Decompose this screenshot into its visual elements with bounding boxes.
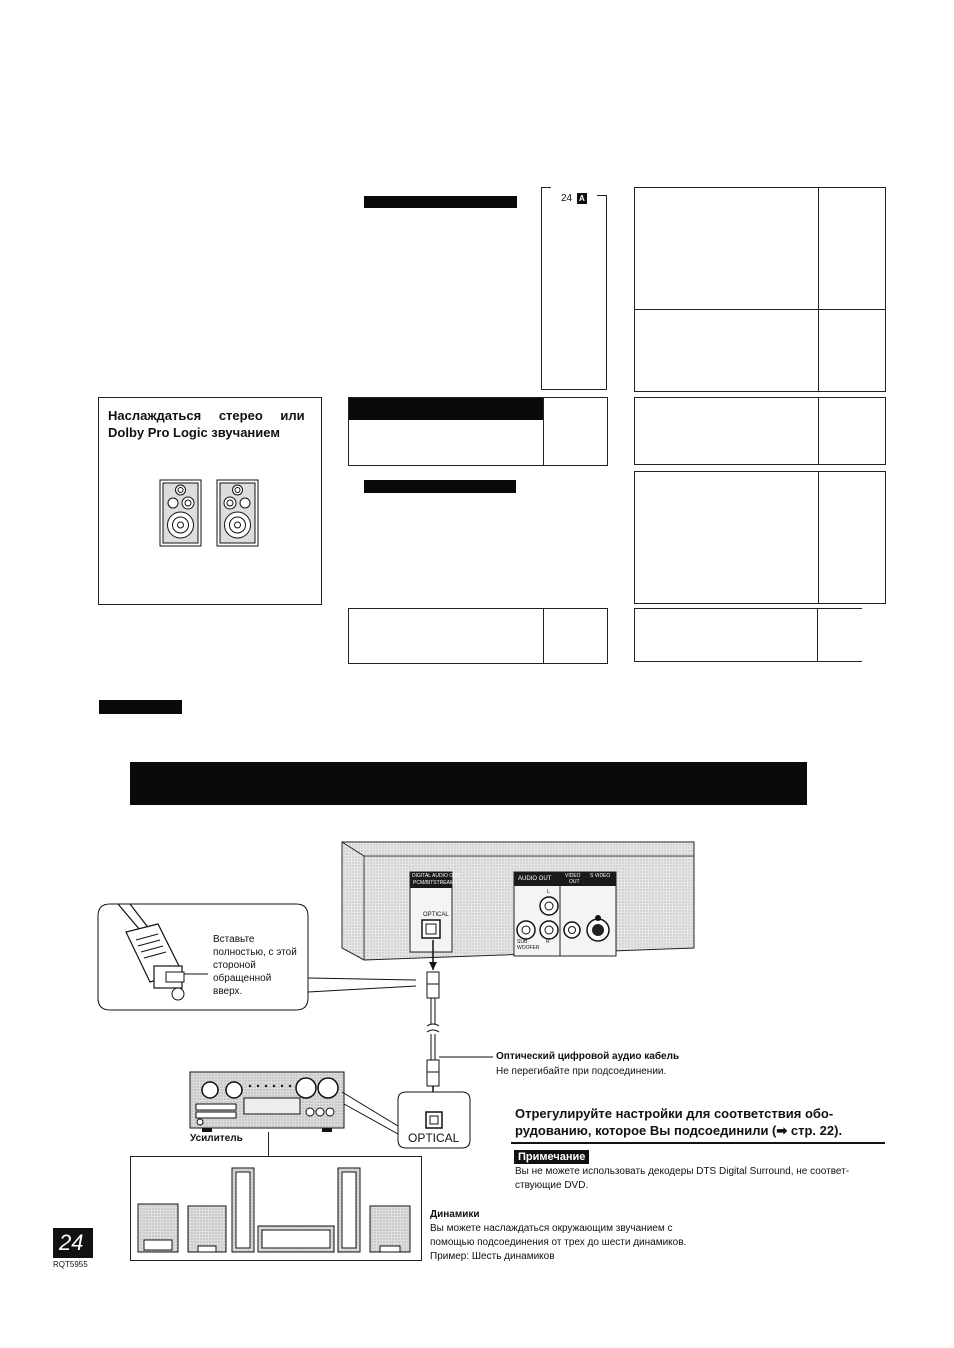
page-ref-box (541, 187, 607, 390)
heading-bar-1 (364, 196, 517, 208)
stereo-box-title-2: Dolby Pro Logic звучанием (108, 425, 280, 440)
note-line-2: ствующие DVD. (515, 1180, 589, 1191)
adjust-underline (511, 1142, 885, 1144)
cable-title: Оптический цифровой аудио кабель (496, 1051, 680, 1062)
stereo-speakers-illustration (159, 478, 259, 548)
right-table-2 (634, 397, 886, 465)
page-number-badge (53, 1228, 93, 1258)
panel-digital-label-1: DIGITAL AUDIO OUT (412, 873, 460, 879)
adjust-line-1: Отрегулируйте настройки для соответствия обо- (515, 1106, 834, 1121)
right-table-3 (634, 471, 886, 604)
speakers-illustration (134, 1160, 418, 1256)
speakers-text-line-1: Вы можете наслаждаться окружающим звучанием с (430, 1223, 673, 1234)
speakers-text-line-3: Пример: Шесть динамиков (430, 1251, 555, 1262)
note-text (515, 1165, 849, 1193)
panel-video-label: VIDEO (565, 873, 581, 879)
section-banner (130, 762, 807, 805)
speakers-text-line-2: помощью подсоединения от трех до шести динамиков. (430, 1237, 687, 1248)
plug-note (213, 933, 313, 998)
plug-note-line-1: Вставьте (213, 934, 255, 945)
section-marker-bar (99, 700, 182, 714)
page-number: 24 (59, 1230, 84, 1255)
panel-optical-label: OPTICAL (423, 912, 449, 918)
doc-code: RQT5955 (53, 1260, 88, 1269)
panel-subwoofer-label-2: WOOFER (517, 945, 540, 951)
adjust-line-2: рудованию, которое Вы подсоединили (➡ стр. 22). (515, 1123, 843, 1138)
note-label: Примечание (514, 1150, 589, 1164)
panel-out-label: OUT (569, 879, 580, 885)
plug-note-line-2: полностью, с этой (213, 947, 297, 958)
heading-bar-2 (364, 480, 516, 493)
plug-note-line-4: обращенной (213, 973, 272, 984)
panel-digital-label-2: PCM/BITSTREAM (413, 880, 455, 886)
speakers-text (430, 1222, 686, 1264)
panel-s-video-label: S VIDEO (590, 873, 611, 879)
speakers-title: Динамики (430, 1209, 480, 1220)
stereo-box-title-1: Наслаждаться стерео или (108, 408, 305, 423)
plug-note-line-5: вверх. (213, 986, 243, 997)
panel-subwoofer-label-1: SUB (517, 939, 528, 945)
panel-audio-out-label: AUDIO OUT (518, 876, 552, 882)
panel-l-label: L (547, 889, 550, 895)
page-ref-letter: A (579, 194, 585, 203)
amplifier-label: Усилитель (190, 1133, 243, 1144)
right-table-1 (634, 187, 886, 392)
right-table-4 (634, 608, 862, 662)
amp-to-speakers-line (268, 1132, 269, 1156)
plug-note-line-3: стороной (213, 960, 256, 971)
panel-r-label: R (546, 939, 550, 945)
note-line-1: Вы не можете использовать декодеры DTS Digital Surround, не соответ- (515, 1166, 850, 1177)
middle-table-1 (348, 397, 608, 466)
amplifier (188, 1068, 348, 1138)
page-ref-number: 24 (561, 193, 573, 204)
cable-note: Не перегибайте при подсоединении. (496, 1066, 667, 1077)
stereo-box (98, 397, 322, 605)
middle-table-2 (348, 608, 608, 664)
amp-optical-label: OPTICAL (408, 1131, 460, 1145)
